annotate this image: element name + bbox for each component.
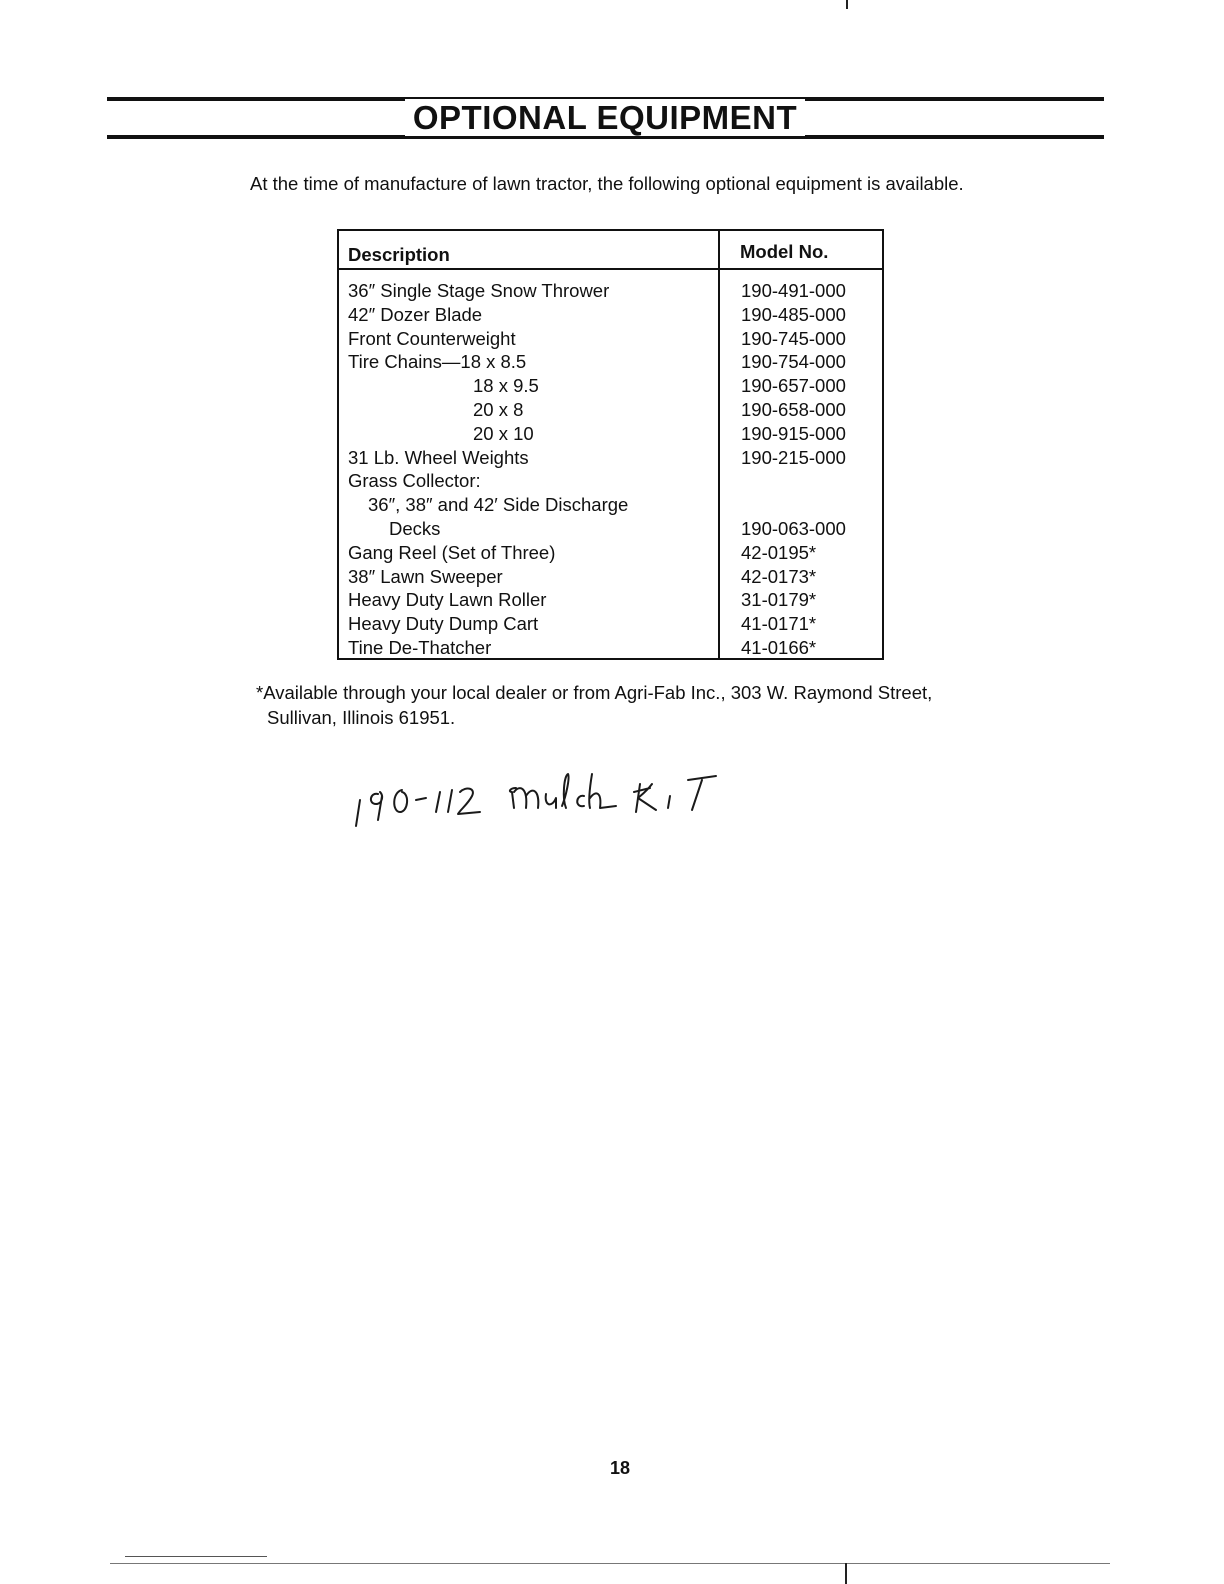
row-description: 31 Lb. Wheel Weights (348, 446, 529, 468)
header-model-no: Model No. (740, 241, 829, 262)
hw-stroke (394, 790, 407, 812)
row-model-no: 190-063-000 (741, 517, 846, 539)
table-row (339, 374, 882, 398)
intro-paragraph: At the time of manufacture of lawn tractor, the following optional equipment is available. (250, 173, 964, 194)
table-body (339, 279, 882, 660)
table-row (339, 636, 882, 660)
header-description: Description (348, 244, 450, 265)
table-row (339, 350, 882, 374)
header-divider (339, 268, 882, 270)
table-row (339, 588, 882, 612)
table-row (339, 612, 882, 636)
table-row (339, 422, 882, 446)
scan-artifact-bottom-tick (845, 1563, 847, 1584)
page-title (0, 98, 1210, 138)
row-description: 18 x 9.5 (473, 375, 539, 397)
row-model-no: 42-0195* (741, 541, 817, 563)
row-model-no: 190-658-000 (741, 398, 846, 420)
row-description: 38″ Lawn Sweeper (348, 565, 503, 587)
hw-stroke (546, 794, 556, 808)
row-model-no: 31-0179* (741, 589, 817, 611)
table-row (339, 303, 882, 327)
hw-stroke (436, 790, 452, 812)
row-description: 20 x 8 (473, 398, 524, 420)
scan-artifact-bottom-line (110, 1563, 1110, 1564)
row-model-no: 190-915-000 (741, 422, 846, 444)
row-description: Heavy Duty Lawn Roller (348, 589, 547, 611)
table-row (339, 446, 882, 470)
hw-stroke (458, 789, 480, 814)
hw-stroke (589, 774, 616, 808)
hw-stroke (371, 792, 382, 820)
row-description: 20 x 10 (473, 422, 534, 444)
row-model-no: 190-657-000 (741, 375, 846, 397)
page-title-text: OPTIONAL EQUIPMENT (405, 99, 805, 136)
footnote (256, 680, 986, 730)
table-row (339, 469, 882, 493)
row-model-no: 42-0173* (741, 565, 817, 587)
scan-artifact-bottom-left (125, 1556, 267, 1557)
table-row (339, 541, 882, 565)
row-model-no: 41-0166* (741, 636, 817, 658)
table-row (339, 327, 882, 351)
table-row (339, 493, 882, 517)
row-description: Tire Chains—18 x 8.5 (348, 351, 527, 373)
footnote-line-1: *Available through your local dealer or from Agri-Fab Inc., 303 W. Raymond Street, (256, 682, 933, 703)
hw-stroke (356, 800, 360, 826)
page-number: 18 (609, 1458, 631, 1478)
row-description: Grass Collector: (348, 470, 481, 492)
handwritten-note (340, 762, 760, 832)
row-model-no: 190-491-000 (741, 280, 846, 301)
row-description: Tine De-Thatcher (348, 636, 492, 658)
row-model-no: 41-0171* (741, 613, 817, 635)
hw-stroke (688, 776, 716, 810)
hw-stroke (634, 784, 656, 812)
table-row (339, 398, 882, 422)
hw-stroke (510, 788, 538, 808)
row-model-no: 190-215-000 (741, 446, 846, 468)
row-description: Front Counterweight (348, 327, 516, 349)
row-description: 42″ Dozer Blade (348, 303, 483, 325)
row-description: 36″ Single Stage Snow Thrower (348, 280, 610, 301)
table-row (339, 517, 882, 541)
row-description: Heavy Duty Dump Cart (348, 613, 539, 635)
footnote-line-2: Sullivan, Illinois 61951. (267, 707, 456, 728)
equipment-table (337, 229, 884, 660)
hw-stroke (577, 796, 584, 806)
scan-artifact-top (846, 0, 848, 9)
row-model-no: 190-485-000 (741, 303, 846, 325)
hw-stroke (416, 798, 426, 800)
row-description: 36″, 38″ and 42′ Side Discharge (368, 494, 629, 516)
table-row (339, 565, 882, 589)
row-description: Decks (389, 517, 441, 539)
row-model-no: 190-745-000 (741, 327, 846, 349)
table-row (339, 279, 882, 303)
row-description: Gang Reel (Set of Three) (348, 541, 556, 563)
hw-stroke (562, 774, 569, 808)
row-model-no: 190-754-000 (741, 351, 846, 373)
hw-stroke (668, 796, 670, 808)
